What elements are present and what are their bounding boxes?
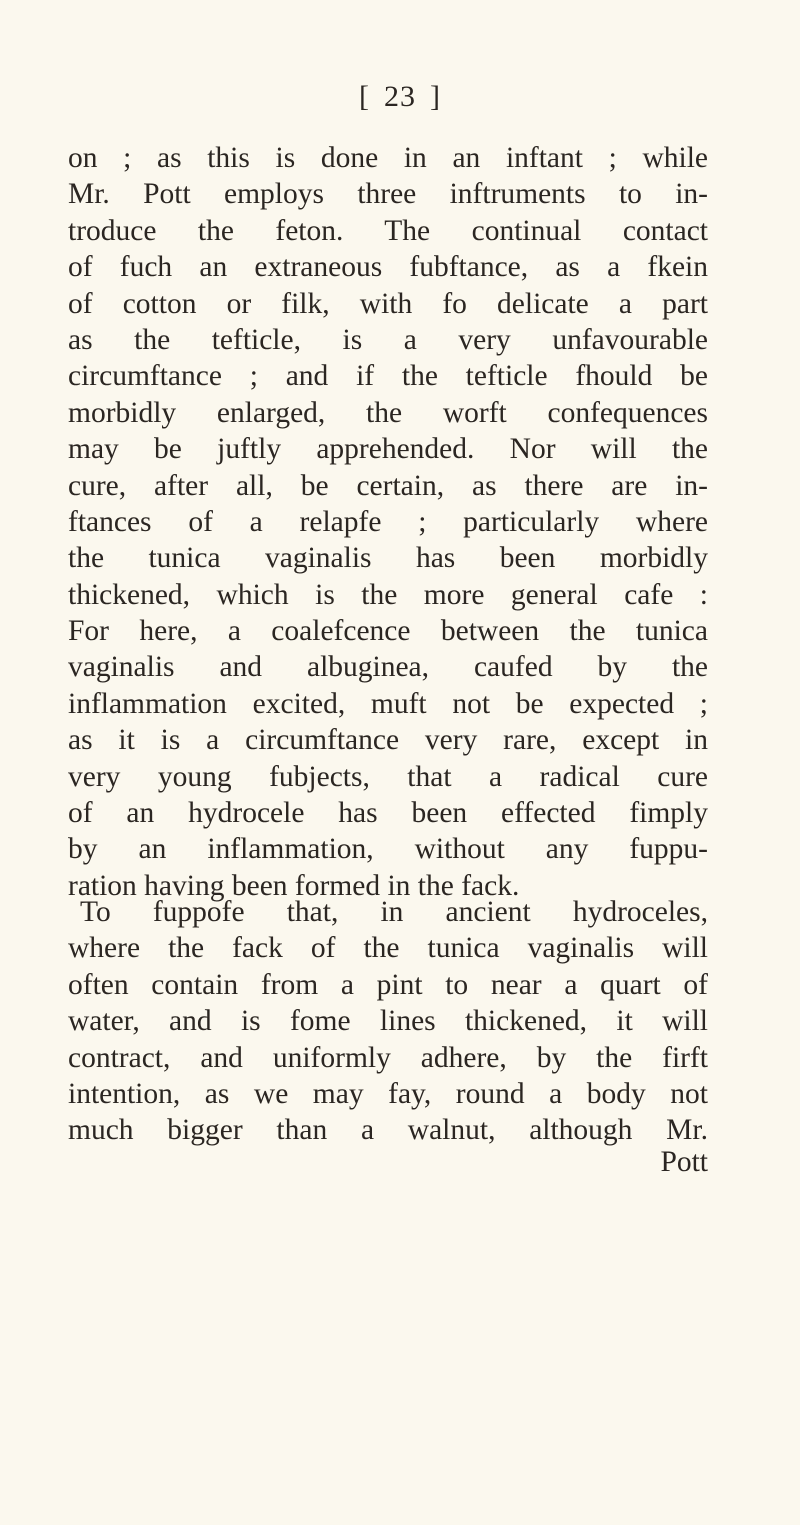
text-line: by an inflammation, without any fuppu- (68, 833, 708, 866)
text-line: of an hydrocele has been effected fimply (68, 797, 708, 830)
text-line: ftances of a relapfe ; particularly where (68, 505, 708, 538)
text-line: much bigger than a walnut, although Mr. (68, 1114, 708, 1147)
paragraph-2 (68, 894, 708, 1149)
text-line: of cotton or filk, with fo delicate a part (68, 287, 708, 320)
paragraph-1 (68, 140, 708, 904)
text-line: of fuch an extraneous fubftance, as a fkein (68, 251, 708, 284)
text-line: on ; as this is done in an inftant ; while (68, 142, 708, 174)
text-line: troduce the feton. The continual contact (68, 214, 708, 247)
text-line: as the tefticle, is a very unfavourable (68, 323, 708, 356)
text-line: as it is a circumftance very rare, except in (68, 724, 708, 757)
text-line: ration having been formed in the fack. (68, 869, 520, 902)
text-line: cure, after all, be certain, as there are in- (68, 469, 708, 502)
text-line: To fuppofe that, in ancient hydroceles, (80, 896, 708, 928)
text-line: Mr. Pott employs three inftruments to in- (68, 178, 708, 211)
text-line: contract, and uniformly adhere, by the firft (68, 1041, 708, 1074)
text-line: very young fubjects, that a radical cure (68, 760, 708, 793)
page-number-header (0, 80, 800, 114)
text-line: morbidly enlarged, the worft confequences (68, 396, 708, 429)
bracket-right: ] (430, 80, 441, 113)
bracket-left: [ (359, 80, 370, 113)
text-line: For here, a coalefcence between the tunica (68, 615, 708, 648)
text-line: circumftance ; and if the tefticle fhould be (68, 360, 708, 393)
text-line: thickened, which is the more general cafe : (68, 578, 708, 611)
text-line: inflammation excited, muft not be expected ; (68, 687, 708, 720)
text-line: may be juftly apprehended. Nor will the (68, 433, 708, 466)
text-line: vaginalis and albuginea, caufed by the (68, 651, 708, 684)
page-number: 23 (384, 80, 416, 113)
text-line: often contain from a pint to near a quart of (68, 968, 708, 1001)
text-line: the tunica vaginalis has been morbidly (68, 542, 708, 575)
text-line: where the fack of the tunica vaginalis will (68, 932, 708, 965)
text-line: water, and is fome lines thickened, it will (68, 1005, 708, 1038)
text-line: intention, as we may fay, round a body not (68, 1077, 708, 1110)
catchword: Pott (660, 1146, 708, 1178)
